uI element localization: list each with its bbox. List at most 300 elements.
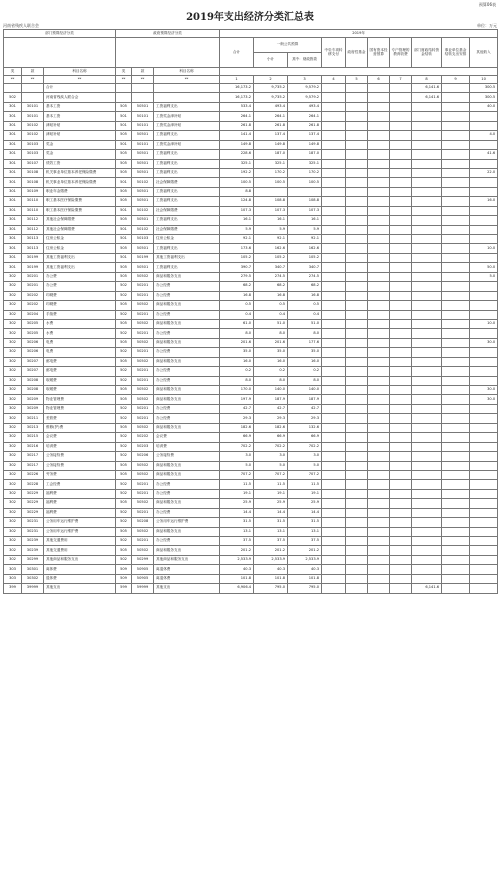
table-cell (470, 253, 498, 262)
table-cell: 工资福利支出 (154, 197, 220, 206)
table-cell: 302 (4, 433, 22, 442)
table-cell: 30209 (22, 395, 44, 404)
table-cell: 302 (4, 499, 22, 508)
table-cell: 8.0 (220, 329, 254, 338)
table-cell (346, 84, 368, 93)
table-cell (412, 546, 442, 555)
table-cell (368, 518, 390, 527)
table-cell: 工资福利支出 (154, 102, 220, 111)
table-cell (442, 461, 470, 470)
table-cell (470, 565, 498, 574)
table-cell: 795.0 (288, 584, 322, 593)
table-cell (470, 367, 498, 376)
table-row (4, 216, 498, 225)
table-cell (470, 282, 498, 291)
table-cell: 水费 (44, 329, 116, 338)
table-cell: 50501 (132, 263, 154, 272)
table-cell: 502 (116, 555, 132, 564)
header-kuan-gov: 款 (132, 68, 154, 76)
table-row (4, 395, 498, 404)
table-cell: 302 (4, 291, 22, 300)
table-cell: 30113 (22, 244, 44, 253)
table-cell (346, 131, 368, 140)
table-cell: 274.5 (254, 272, 288, 281)
table-cell (442, 433, 470, 442)
table-cell: 30102 (22, 121, 44, 130)
table-cell: 30231 (22, 527, 44, 536)
table-cell (346, 206, 368, 215)
table-cell: 302 (4, 527, 22, 536)
table-cell: 30202 (22, 301, 44, 310)
table-cell: 502 (116, 489, 132, 498)
table-cell: 162.6 (254, 244, 288, 253)
table-row (4, 527, 498, 536)
table-cell: 201.2 (254, 546, 288, 555)
table-cell (368, 225, 390, 234)
table-cell (412, 461, 442, 470)
table-cell: 商品和服务支出 (154, 546, 220, 555)
table-cell: 50502 (132, 319, 154, 328)
header-total: 合计 (220, 38, 254, 68)
table-cell: 301 (4, 187, 22, 196)
table-cell (154, 93, 220, 102)
table-cell (412, 386, 442, 395)
table-cell: 30201 (22, 282, 44, 291)
table-cell (368, 329, 390, 338)
col-num: 4 (322, 76, 346, 84)
table-cell: 离退休费 (154, 565, 220, 574)
table-cell: 502 (116, 310, 132, 319)
table-cell (368, 367, 390, 376)
table-cell: 物业管理费 (44, 395, 116, 404)
table-cell: 302 (4, 518, 22, 527)
table-cell: 707.2 (254, 470, 288, 479)
table-cell: 津贴补贴 (44, 121, 116, 130)
table-cell: 162.6 (288, 244, 322, 253)
table-cell (116, 93, 132, 102)
table-cell: 16.0 (254, 357, 288, 366)
table-cell: 505 (116, 461, 132, 470)
table-cell: 50201 (132, 376, 154, 385)
table-cell (412, 518, 442, 527)
table-cell (390, 537, 412, 546)
table-cell: 132.6 (288, 423, 322, 432)
table-cell (368, 423, 390, 432)
table-cell (322, 555, 346, 564)
table-cell (390, 386, 412, 395)
table-cell: 商品和服务支出 (154, 386, 220, 395)
table-cell (368, 442, 390, 451)
table-cell: 50201 (132, 489, 154, 498)
col-num: 8 (412, 76, 442, 84)
table-cell (368, 546, 390, 555)
table-cell: 30205 (22, 319, 44, 328)
table-cell: 140.0 (254, 386, 288, 395)
table-cell: 502 (116, 329, 132, 338)
table-cell: 302 (4, 376, 22, 385)
col-num: 7 (390, 76, 412, 84)
table-cell: 公务用车运行维护费 (44, 527, 116, 536)
table-cell: 390.7 (220, 263, 254, 272)
col-num: 5 (346, 76, 368, 84)
table-cell: 16.1 (288, 216, 322, 225)
table-cell: 50502 (132, 527, 154, 536)
table-cell (346, 159, 368, 168)
table-cell: 50502 (132, 499, 154, 508)
table-cell: 301 (4, 121, 22, 130)
table-cell: 商品和服务支出 (154, 423, 220, 432)
table-cell (442, 414, 470, 423)
table-cell: 101.8 (254, 574, 288, 583)
table-cell (346, 329, 368, 338)
table-cell (412, 253, 442, 262)
table-cell (442, 187, 470, 196)
table-cell (390, 461, 412, 470)
table-cell: 533.4 (220, 102, 254, 111)
table-row (4, 301, 498, 310)
table-cell: 50501 (132, 216, 154, 225)
table-cell (322, 140, 346, 149)
table-cell (412, 537, 442, 546)
table-cell (322, 244, 346, 253)
table-cell: 40.3 (254, 565, 288, 574)
table-cell (346, 376, 368, 385)
table-row (4, 329, 498, 338)
table-cell: 92.1 (220, 235, 254, 244)
table-cell: 303 (4, 574, 22, 583)
table-cell (346, 414, 368, 423)
table-cell: 51.0 (288, 319, 322, 328)
table-row (4, 452, 498, 461)
table-cell: 501 (116, 206, 132, 215)
table-cell: 182.6 (220, 423, 254, 432)
table-cell: 合计 (44, 84, 116, 93)
header-year: 2019年 (220, 30, 498, 38)
index-marker: ** (4, 76, 22, 84)
table-cell (390, 367, 412, 376)
table-cell: 100.5 (220, 178, 254, 187)
table-cell: 702.2 (220, 442, 254, 451)
table-cell: 108.8 (254, 197, 288, 206)
table-cell: 16.8 (254, 291, 288, 300)
table-cell: 30202 (22, 291, 44, 300)
table-cell: 11.5 (220, 480, 254, 489)
table-cell: 37.5 (254, 537, 288, 546)
table-cell: 30199 (22, 263, 44, 272)
table-cell (322, 301, 346, 310)
table-cell: 50905 (132, 565, 154, 574)
table-cell: 302 (4, 461, 22, 470)
table-cell: 302 (4, 489, 22, 498)
table-cell (346, 197, 368, 206)
table-row (4, 518, 498, 527)
table-cell (390, 584, 412, 593)
table-cell: 取暖费 (44, 386, 116, 395)
table-cell: 187.0 (288, 150, 322, 159)
table-cell: 25.9 (288, 499, 322, 508)
table-cell (346, 546, 368, 555)
table-cell: 105.2 (288, 253, 322, 262)
table-cell (368, 216, 390, 225)
table-cell: 302 (4, 555, 22, 564)
table-cell (390, 112, 412, 121)
table-cell: 40.3 (220, 565, 254, 574)
table-cell: 物业管理费 (44, 404, 116, 413)
table-cell: 501 (116, 253, 132, 262)
table-cell (442, 499, 470, 508)
table-cell (368, 537, 390, 546)
table-cell: 30204 (22, 310, 44, 319)
table-cell (368, 253, 390, 262)
table-cell (442, 404, 470, 413)
table-cell (346, 112, 368, 121)
table-cell (390, 263, 412, 272)
table-cell: 50208 (132, 518, 154, 527)
table-cell: 电费 (44, 348, 116, 357)
table-cell: 599 (116, 584, 132, 593)
table-cell (368, 319, 390, 328)
table-cell (412, 348, 442, 357)
table-cell: 离退休费 (154, 574, 220, 583)
table-cell: 商品和服务支出 (154, 357, 220, 366)
table-cell: 702.2 (254, 442, 288, 451)
table-row (4, 235, 498, 244)
table-cell (390, 470, 412, 479)
table-cell (390, 150, 412, 159)
table-cell: 5.0 (220, 461, 254, 470)
table-cell: 10.0 (470, 244, 498, 253)
table-cell: 50502 (132, 461, 154, 470)
table-cell: 502 (116, 282, 132, 291)
table-cell (322, 235, 346, 244)
table-cell (442, 546, 470, 555)
table-row (4, 499, 498, 508)
table-cell (470, 159, 498, 168)
header-gov-class: 政府预算经济分类 (116, 30, 220, 38)
table-cell (442, 508, 470, 517)
table-cell (442, 386, 470, 395)
table-cell (346, 319, 368, 328)
table-cell (368, 461, 390, 470)
header-central-transfer: 中央专项转移支付 (322, 38, 346, 68)
table-cell (390, 178, 412, 187)
col-num: 6 (368, 76, 390, 84)
table-cell: 68.2 (254, 282, 288, 291)
table-cell (470, 508, 498, 517)
table-cell (322, 489, 346, 498)
table-cell: 261.8 (220, 121, 254, 130)
table-cell: 其他支出 (44, 584, 116, 593)
table-cell (412, 452, 442, 461)
table-cell: 35.0 (288, 348, 322, 357)
table-cell (470, 452, 498, 461)
table-cell: 13.1 (254, 527, 288, 536)
table-cell (346, 263, 368, 272)
table-cell: 8.0 (288, 329, 322, 338)
table-cell (346, 452, 368, 461)
table-cell: 51.0 (254, 319, 288, 328)
table-cell: 197.9 (220, 395, 254, 404)
table-cell: 30208 (22, 376, 44, 385)
table-cell: 25.9 (254, 499, 288, 508)
table-cell: 502 (116, 404, 132, 413)
table-cell: 其他社会保障缴费 (44, 225, 116, 234)
table-cell (470, 216, 498, 225)
table-cell: 302 (4, 310, 22, 319)
table-cell (442, 452, 470, 461)
table-cell: 4.0 (470, 131, 498, 140)
table-cell (322, 348, 346, 357)
table-row (4, 197, 498, 206)
table-row (4, 282, 498, 291)
header-account-balance: 专户管理的教育收费 (390, 38, 412, 68)
table-cell: 170.2 (288, 168, 322, 177)
table-cell (470, 376, 498, 385)
table-cell: 92.1 (254, 235, 288, 244)
table-cell (412, 508, 442, 517)
table-cell (470, 178, 498, 187)
table-cell (368, 131, 390, 140)
table-cell: 30199 (22, 253, 44, 262)
table-cell: 30299 (22, 555, 44, 564)
table-row (4, 102, 498, 111)
table-cell: 509 (116, 574, 132, 583)
table-cell: 办公经费 (154, 310, 220, 319)
table-cell: 奖金 (44, 140, 116, 149)
table-cell: 30216 (22, 442, 44, 451)
table-cell: 16.1 (254, 216, 288, 225)
table-cell: 办公费 (44, 282, 116, 291)
table-cell (322, 282, 346, 291)
table-cell (322, 187, 346, 196)
table-cell: 0.4 (254, 310, 288, 319)
table-cell (322, 150, 346, 159)
table-cell: 办公经费 (154, 414, 220, 423)
table-cell: 502 (116, 518, 132, 527)
table-cell: 30229 (22, 489, 44, 498)
table-cell: 140.0 (288, 386, 322, 395)
table-cell (412, 367, 442, 376)
table-cell: 职工基本医疗保险缴费 (44, 206, 116, 215)
header-dept-class: 部门预算经济分类 (4, 30, 116, 38)
table-cell (346, 433, 368, 442)
table-cell (346, 178, 368, 187)
table-cell: 50905 (132, 574, 154, 583)
table-row (4, 319, 498, 328)
table-cell (390, 480, 412, 489)
table-cell: 30101 (22, 102, 44, 111)
table-cell: 住房公积金 (44, 235, 116, 244)
table-cell: 502 (116, 367, 132, 376)
table-cell (154, 84, 220, 93)
table-cell: 66.9 (220, 433, 254, 442)
table-cell: 501 (116, 178, 132, 187)
table-cell (390, 395, 412, 404)
table-cell (442, 555, 470, 564)
table-cell: 30.0 (470, 386, 498, 395)
table-cell (322, 546, 346, 555)
table-cell: 0.2 (254, 367, 288, 376)
col-num: 1 (220, 76, 254, 84)
table-row (4, 112, 498, 121)
table-cell (368, 470, 390, 479)
table-cell: 301 (4, 140, 22, 149)
table-cell (442, 140, 470, 149)
table-cell: 办公经费 (154, 367, 220, 376)
table-cell: 50501 (132, 187, 154, 196)
table-cell (368, 235, 390, 244)
table-cell: 30109 (22, 187, 44, 196)
table-cell (442, 319, 470, 328)
table-cell (442, 348, 470, 357)
table-cell (412, 272, 442, 281)
table-cell: 505 (116, 423, 132, 432)
table-cell: 42.7 (254, 404, 288, 413)
table-cell: 6,906.4 (220, 584, 254, 593)
table-cell: 其他交通费用 (44, 546, 116, 555)
table-cell (368, 282, 390, 291)
table-cell: 301 (4, 178, 22, 187)
table-cell (412, 178, 442, 187)
table-cell: 工资福利支出 (154, 216, 220, 225)
table-cell (470, 499, 498, 508)
table-cell: 50201 (132, 329, 154, 338)
table-cell: 187.9 (254, 395, 288, 404)
table-cell: 30208 (22, 386, 44, 395)
table-cell (390, 376, 412, 385)
table-cell: 302 (4, 282, 22, 291)
table-cell (368, 150, 390, 159)
table-cell (412, 140, 442, 149)
table-cell (368, 565, 390, 574)
table-cell (470, 461, 498, 470)
table-cell (412, 433, 442, 442)
table-row (4, 348, 498, 357)
table-cell (322, 112, 346, 121)
table-cell: 201.6 (220, 338, 254, 347)
table-cell: 福利费 (44, 499, 116, 508)
table-cell: 50501 (132, 244, 154, 253)
table-cell (116, 84, 132, 93)
table-cell (390, 452, 412, 461)
table-cell: 6,141.6 (412, 93, 442, 102)
table-cell: 107.3 (288, 206, 322, 215)
table-cell: 取暖费 (44, 376, 116, 385)
table-cell (368, 301, 390, 310)
table-cell (442, 518, 470, 527)
page-title: 2019年支出经济分类汇总表 (186, 12, 314, 23)
table-cell (390, 168, 412, 177)
table-cell: 16,173.2 (220, 93, 254, 102)
table-cell (346, 508, 368, 517)
table-cell: 100.5 (288, 178, 322, 187)
table-cell (442, 159, 470, 168)
table-cell (390, 414, 412, 423)
table-cell (346, 244, 368, 253)
table-cell: 302 (4, 546, 22, 555)
table-cell (470, 140, 498, 149)
table-cell (368, 480, 390, 489)
table-cell: 16.8 (220, 291, 254, 300)
table-cell (390, 235, 412, 244)
table-cell (322, 216, 346, 225)
table-row (4, 263, 498, 272)
table-cell (346, 395, 368, 404)
table-cell: 201.2 (288, 546, 322, 555)
table-cell: 商品和服务支出 (154, 338, 220, 347)
table-cell (346, 565, 368, 574)
table-cell: 302 (4, 367, 22, 376)
